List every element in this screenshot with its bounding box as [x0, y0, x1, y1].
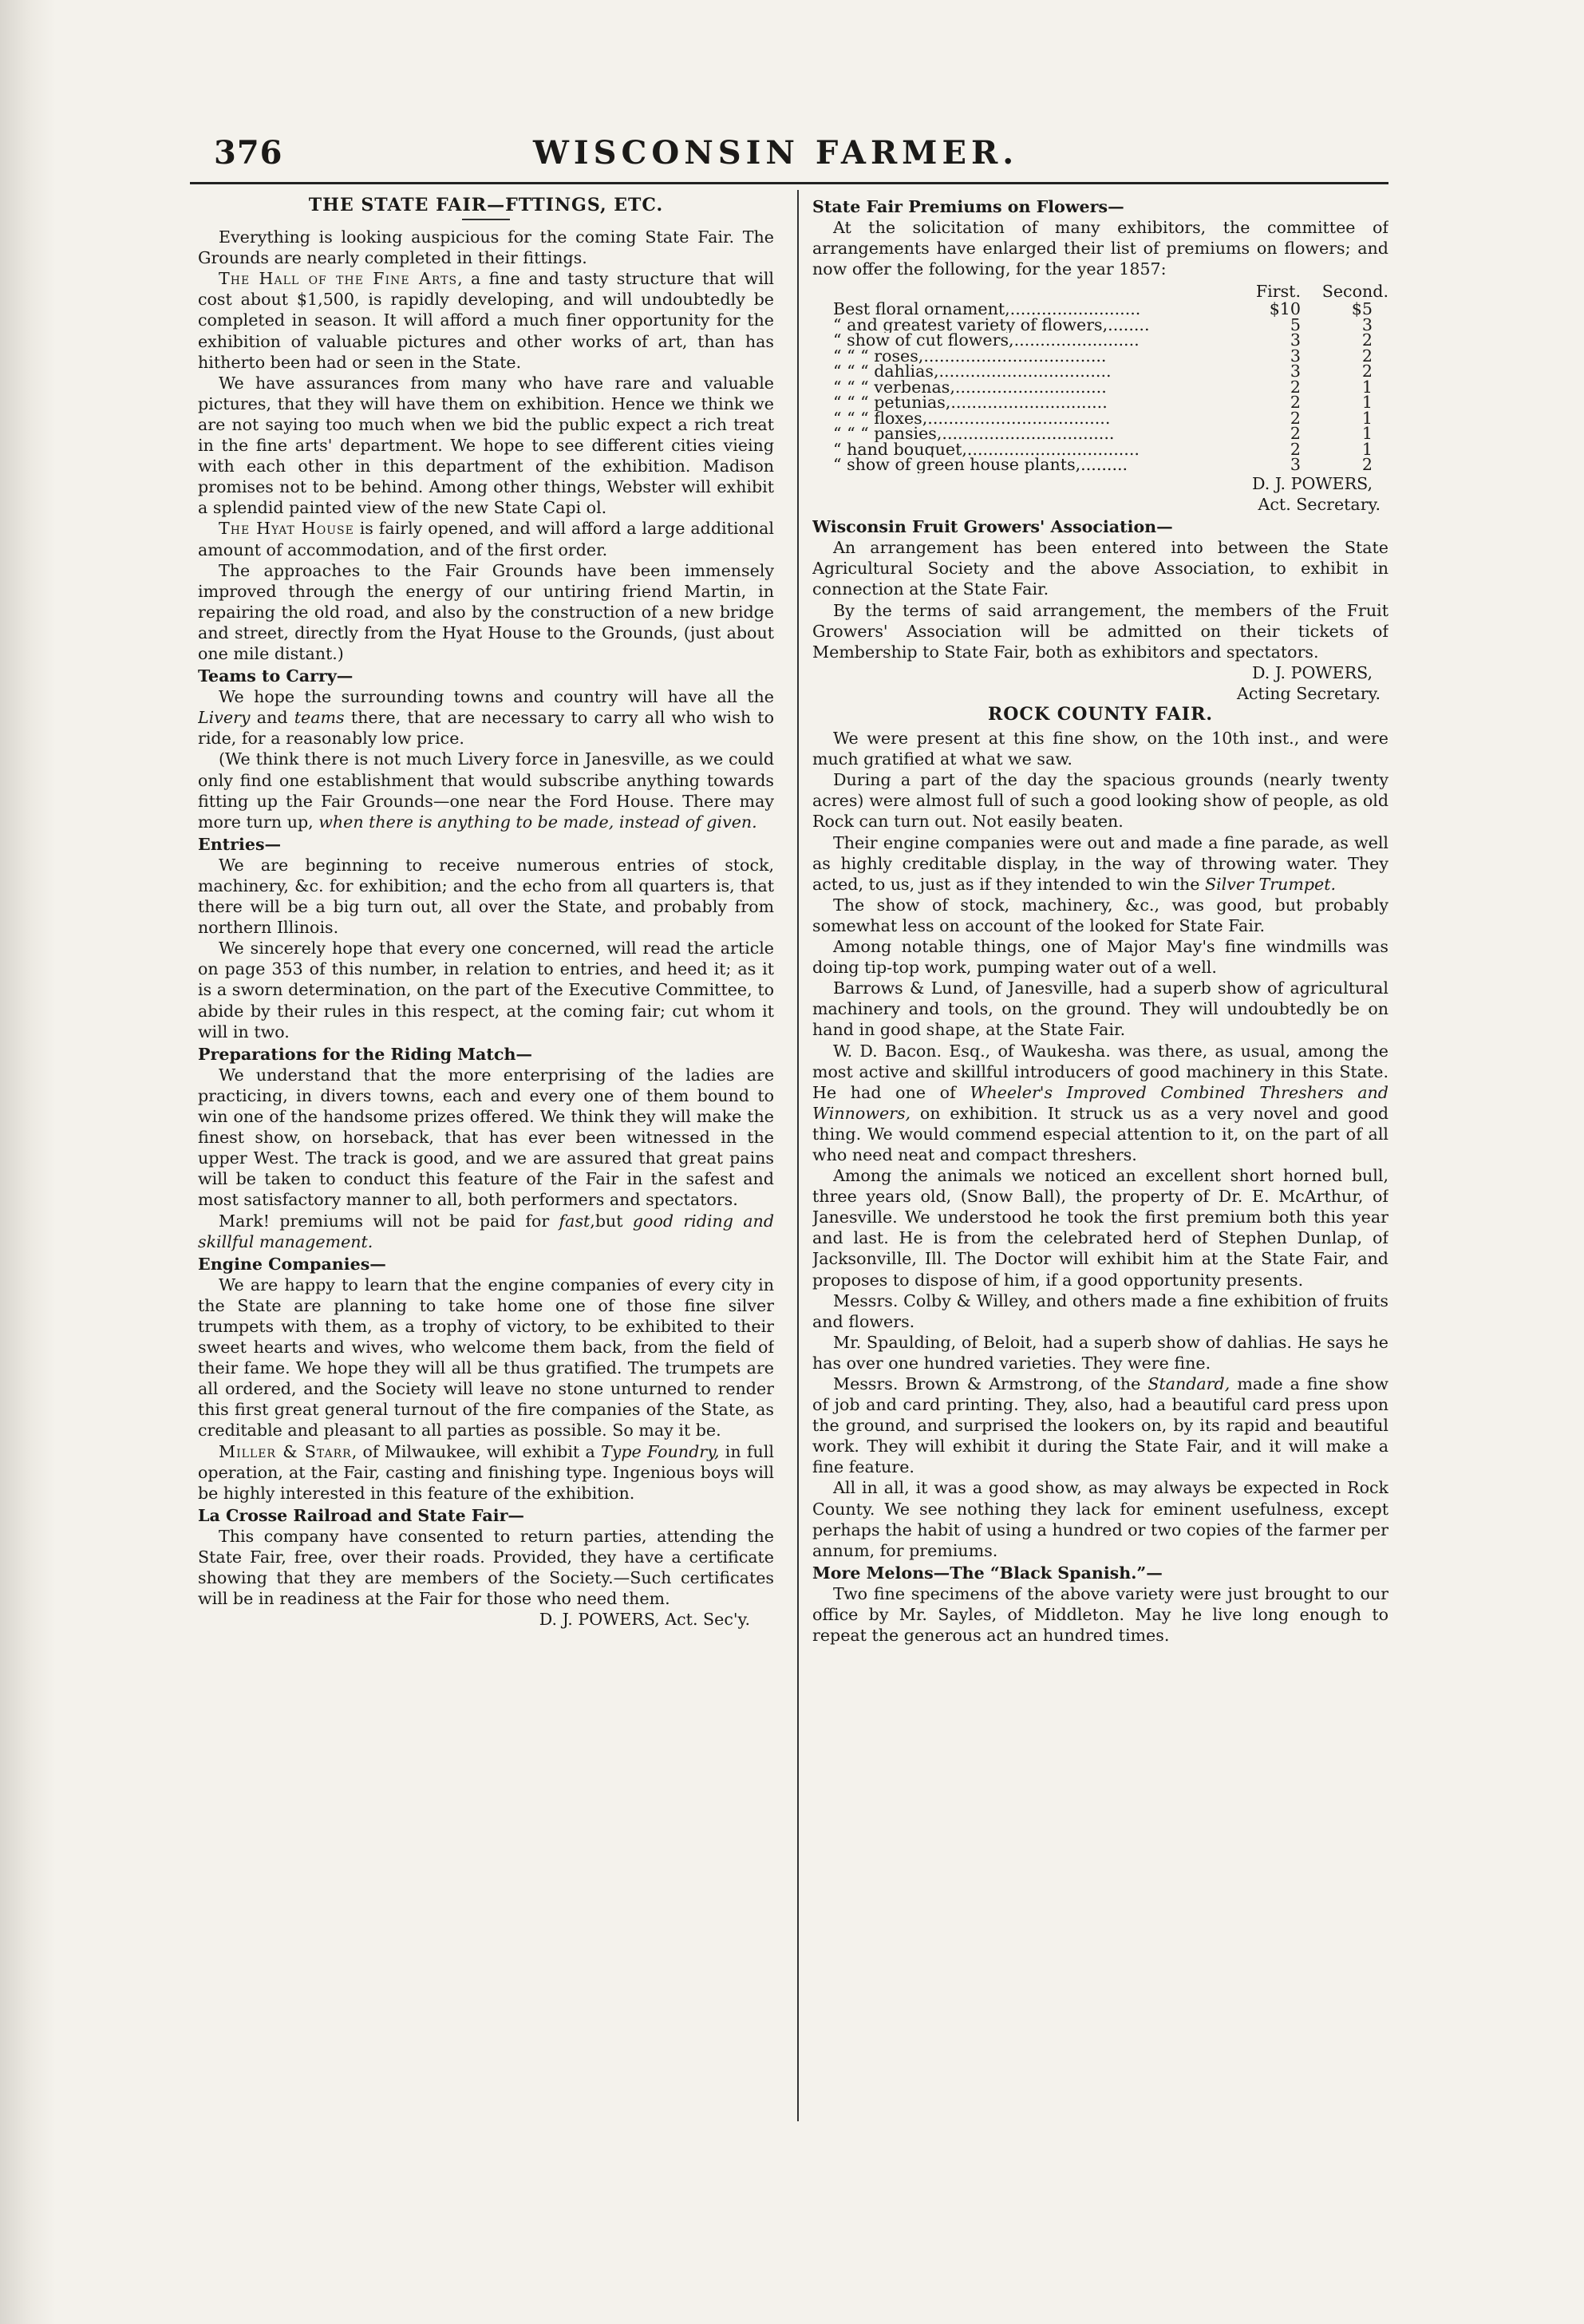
emphasis: Type Foundry,: [600, 1441, 720, 1461]
premium-second: 1: [1361, 424, 1373, 444]
paragraph: We are beginning to receive numerous entries of stock, machinery, &c. for exhibition; and the echo from all quarters is, that there will be a big turn out, all over the State, and probably from northern Illinois.: [198, 855, 774, 938]
paragraph: At the solicitation of many exhibitors, the committee of arrangements have enlarged their list of premiums on flowers; and now offer the following, for the year 1857:: [812, 218, 1388, 279]
emphasis: fast: [559, 1211, 591, 1231]
page-header: [190, 134, 1388, 180]
paragraph: Mr. Spaulding, of Beloit, had a superb show of dahlias. He says he has over one hundred varieties. They were fine.: [812, 1332, 1388, 1373]
premium-item: “ “ “ verbenas,.............................: [833, 379, 1107, 396]
premium-row: [812, 299, 1388, 319]
premium-first: 2: [1290, 377, 1301, 397]
paragraph: An arrangement has been entered into between the State Agricultural Society and the above Association, to exhibit in connection at the State Fair.: [812, 538, 1388, 599]
premium-first: 2: [1290, 393, 1301, 413]
premium-row: [812, 346, 1388, 366]
lead-in: Miller & Starr: [219, 1441, 352, 1461]
premium-first: 2: [1290, 408, 1301, 428]
signature-name: D. J. POWERS,: [1252, 662, 1373, 682]
paragraph-text: in full operation, at the Fair, casting and finishing type. Ingenious boys will be highly interested in this feature of the exhibition.: [198, 1441, 774, 1503]
premium-row: [812, 364, 1388, 380]
left-column: [198, 195, 774, 2126]
emphasis: Standard,: [1148, 1374, 1230, 1393]
paragraph: We were present at this fine show, on the 10th inst., and were much gratified at what we saw.: [812, 729, 1388, 769]
premium-second: $5: [1351, 299, 1373, 319]
paragraph: We are happy to learn that the engine companies of every city in the State are planning to take home one of those fine silver trumpets with them, as a trophy of victory, to be exhibited to their sweet hearts and wives, who welcome them back, from the field of their fame. We hope they will all be thus gratified. The trumpets are all ordered, and the Society will leave no stone unturned to render this first great general turnout of the fire companies of the State, as creditable and pleasant to all parties as possible. So may it be.: [198, 1275, 774, 1441]
column-header-first: First.: [1255, 282, 1301, 302]
paragraph-text: Their engine companies were out and made a fine parade, as well as highly creditable display, in the way of throwing water. They acted, to us, just as if they intended to win the: [812, 832, 1388, 894]
paragraph: We have assurances from many who have rare and valuable pictures, that they will have them on exhibition. Hence we think we are not saying too much when we bid the public expect a rich treat in the fine arts' department. We hope to see different cities vieing with each other in this department of the exhibition. Madison promises not to be behind. Among other things, Webster will exhibit a splendid painted view of the new State Capi ol.: [198, 373, 774, 518]
premium-first: $10: [1269, 299, 1301, 319]
premium-first: 3: [1290, 455, 1301, 475]
signature: D. J. POWERS, Act. Sec'y.: [539, 1610, 750, 1630]
premium-second: 2: [1361, 455, 1373, 475]
article-title-state-fair: THE STATE FAIR—FTTINGS, ETC.: [308, 195, 664, 215]
emphasis: Silver Trumpet.: [1204, 874, 1337, 894]
paragraph-text: , a fine and tasty structure that will cost about $1,500, is rapidly developing, and will undoubtedly be completed in season. It will afford a much finer opportunity for the exhibition of valuable pictures and other works of art, than has hitherto been had or seen in the State.: [198, 269, 774, 372]
running-head: WISCONSIN FARMER.: [533, 134, 1019, 172]
section-heading: Wisconsin Fruit Growers' Association—: [812, 517, 1173, 537]
premium-row: [812, 439, 1388, 459]
paragraph: [198, 518, 774, 559]
premium-table: [812, 299, 1388, 475]
lead-in: The Hall of the Fine Arts: [219, 269, 458, 289]
paragraph: The show of stock, machinery, &c., was good, but probably somewhat less on account of the looked for State Fair.: [812, 895, 1388, 935]
paragraph: During a part of the day the spacious grounds (nearly twenty acres) were almost full of such a good looking show of people, as old Rock can turn out. Not easily beaten.: [812, 770, 1388, 832]
paragraph: By the terms of said arrangement, the members of the Fruit Growers' Association will be admitted on their tickets of Membership to State Fair, both as exhibitors and spectators.: [812, 600, 1388, 662]
emphasis: Livery: [198, 708, 251, 728]
premium-row: [812, 314, 1388, 334]
paragraph: Messrs. Colby & Willey, and others made a fine exhibition of fruits and flowers.: [812, 1290, 1388, 1331]
paragraph-text: We hope the surrounding towns and country will have all the: [219, 687, 774, 707]
paragraph: [198, 1211, 774, 1252]
paragraph: All in all, it was a good show, as may always be expected in Rock County. We see nothing they lack for eminent usefulness, except perhaps the habit of using a hundred or two copies of the farmer per annum, for premiums.: [812, 1478, 1388, 1560]
section-heading: Engine Companies—: [198, 1254, 386, 1274]
premium-item: “ “ “ pansies,.................................: [833, 426, 1115, 442]
premium-second: 3: [1361, 314, 1373, 334]
column-divider: [797, 190, 799, 2121]
premium-row: [812, 408, 1388, 428]
title-rule: [462, 219, 510, 220]
premium-table-header: [812, 281, 1388, 302]
paragraph: [198, 268, 774, 372]
premium-second: 2: [1361, 346, 1373, 366]
section-heading: Teams to Carry—: [198, 666, 354, 686]
premium-second: 1: [1361, 393, 1373, 413]
premium-item: “ “ “ petunias,..............................: [833, 395, 1108, 411]
paragraph: [812, 1373, 1388, 1477]
premium-item: “ show of green house plants,.........: [833, 457, 1128, 473]
paragraph-text: on exhibition. It struck us as a very novel and good thing. We would commend especial attention to it, on the part of all who need neat and compact threshers.: [812, 1103, 1388, 1164]
premium-second: 1: [1361, 439, 1373, 459]
paragraph: Everything is looking auspicious for the coming State Fair. The Grounds are nearly completed in their fittings.: [198, 227, 774, 268]
paragraph: [198, 749, 774, 832]
column-header-second: Second.: [1321, 282, 1388, 302]
paragraph: [812, 832, 1388, 895]
premium-first: 3: [1290, 346, 1301, 366]
paragraph-text: (We think there is not much Livery force in Janesville, as we could only find one establishment that would subscribe anything towards fitting up the Fair Grounds—one near the Ford House. There may more turn up,: [198, 749, 774, 832]
paragraph: We understand that the more enterprising of the ladies are practicing, in divers towns, each and every one of them bound to win one of the handsome prizes offered. We think they will make the finest show, on horseback, that has ever been witnessed in the upper West. The track is good, and we are assured that great pains will be taken to conduct this feature of the Fair in the safest and most satisfactory manner to all, both performers and spectators.: [198, 1065, 774, 1210]
right-column: [812, 195, 1388, 2126]
emphasis: teams: [294, 708, 345, 728]
emphasis: Wheeler's Improved Combined Threshers and Winnowers,: [812, 1082, 1388, 1123]
premium-second: 1: [1361, 377, 1373, 397]
premium-item: Best floral ornament,.........................: [833, 302, 1141, 318]
premium-first: 5: [1290, 314, 1301, 334]
paragraph: Among the animals we noticed an excellent short horned bull, three years old, (Snow Ball), the property of Dr. E. McArthur, of Janesville. We understood he took the first premium both this year and last. He is from the celebrated herd of Stephen Dunlap, of Jacksonville, Ill. The Doctor will exhibit him at the State Fair, and proposes to dispose of him, if a good opportunity presents.: [812, 1166, 1388, 1290]
premium-first: 2: [1290, 424, 1301, 444]
paragraph: Among notable things, one of Major May's fine windmills was doing tip-top work, pumping water out of a well.: [812, 937, 1388, 978]
premium-second: 2: [1361, 362, 1373, 381]
paragraph-text: Messrs. Brown & Armstrong, of the: [833, 1374, 1148, 1393]
paragraph: [198, 1441, 774, 1504]
premium-row: [812, 330, 1388, 350]
premium-first: 3: [1290, 330, 1301, 350]
paragraph-text: W. D. Bacon. Esq., of Waukesha. was there, as usual, among the most active and skillful introducers of good machinery in this State. He had one of: [812, 1041, 1388, 1102]
page-edge-shadow: [0, 0, 56, 2324]
lead-in: The Hyat House: [219, 519, 354, 539]
premium-item: “ “ “ floxes,...................................: [833, 410, 1111, 427]
premium-row: [812, 395, 1388, 411]
paragraph: Barrows & Lund, of Janesville, had a superb show of agricultural machinery and tools, on the ground. They will undoubtedly be on hand in good shape, at the State Fair.: [812, 978, 1388, 1040]
premium-first: 2: [1290, 439, 1301, 459]
section-heading: More Melons—The “Black Spanish.”—: [812, 1563, 1163, 1583]
paragraph-text: made a fine show of job and card printing. They, also, had a beautiful card press upon the ground, and surprised the lookers on, by its rapid and beautiful work. They will exhibit it during the State Fair, and it will make a fine feature.: [812, 1374, 1388, 1477]
paragraph-text: and: [250, 708, 294, 728]
premium-item: “ hand bouquet,.................................: [833, 441, 1140, 458]
emphasis: good riding and skillful management.: [198, 1211, 774, 1251]
paragraph-text: there, that are necessary to carry all who wish to ride, for a reasonably low price.: [198, 708, 774, 749]
section-heading: Preparations for the Riding Match—: [198, 1044, 533, 1064]
paragraph-text: is fairly opened, and will afford a large additional amount of accommodation, and of the first order.: [198, 519, 774, 559]
premium-item: “ show of cut flowers,........................: [833, 333, 1140, 349]
signature-name: D. J. POWERS,: [1252, 473, 1373, 493]
premium-item: “ “ “ roses,...................................: [833, 348, 1107, 365]
premium-item: “ and greatest variety of flowers,........: [833, 317, 1150, 334]
paragraph: [812, 1041, 1388, 1166]
signature-title: Acting Secretary.: [1237, 683, 1381, 703]
paragraph: [198, 686, 774, 749]
section-heading: Entries—: [198, 834, 282, 854]
premium-item: “ “ “ dahlias,.................................: [833, 364, 1112, 380]
paragraph-text: Mark! premiums will not be paid for: [219, 1211, 559, 1231]
paragraph: The approaches to the Fair Grounds have been immensely improved through the energy of our untiring friend Martin, in repairing the old road, and also by the construction of a new bridge and street, directly from the Hyat House to the Grounds, (just about one mile distant.): [198, 560, 774, 663]
paragraph: This company have consented to return parties, attending the State Fair, free, over their roads. Provided, they have a certificate showing that they are members of the Society.—Such certificates will be in readiness at the Fair for those who need them.: [198, 1526, 774, 1609]
premium-second: 1: [1361, 408, 1373, 428]
paragraph-text: ,but: [590, 1211, 633, 1231]
premium-row: [812, 377, 1388, 397]
emphasis: when there is anything to be made, instead of given.: [318, 812, 757, 832]
premium-second: 2: [1361, 330, 1373, 350]
premium-row: [812, 426, 1388, 442]
signature-title: Act. Secretary.: [1258, 495, 1381, 515]
article-title-rock-county: ROCK COUNTY FAIR.: [987, 704, 1214, 725]
section-heading: La Crosse Railroad and State Fair—: [198, 1505, 525, 1525]
section-heading: State Fair Premiums on Flowers—: [812, 197, 1124, 216]
paragraph-text: , of Milwaukee, will exhibit a: [351, 1441, 601, 1461]
premium-first: 3: [1290, 362, 1301, 381]
paragraph: We sincerely hope that every one concerned, will read the article on page 353 of this number, in relation to entries, and heed it; as it is a sworn determination, on the part of the Executive Committee, to abide by their rules in this respect, at the coming fair; cut whom it will in two.: [198, 939, 774, 1041]
page-number: 376: [214, 134, 283, 172]
paragraph: Two fine specimens of the above variety were just brought to our office by Mr. Sayles, of Middleton. May he live long enough to repeat the generous act an hundred times.: [812, 1583, 1388, 1646]
premium-row: [812, 457, 1388, 473]
header-rule: [190, 182, 1388, 184]
